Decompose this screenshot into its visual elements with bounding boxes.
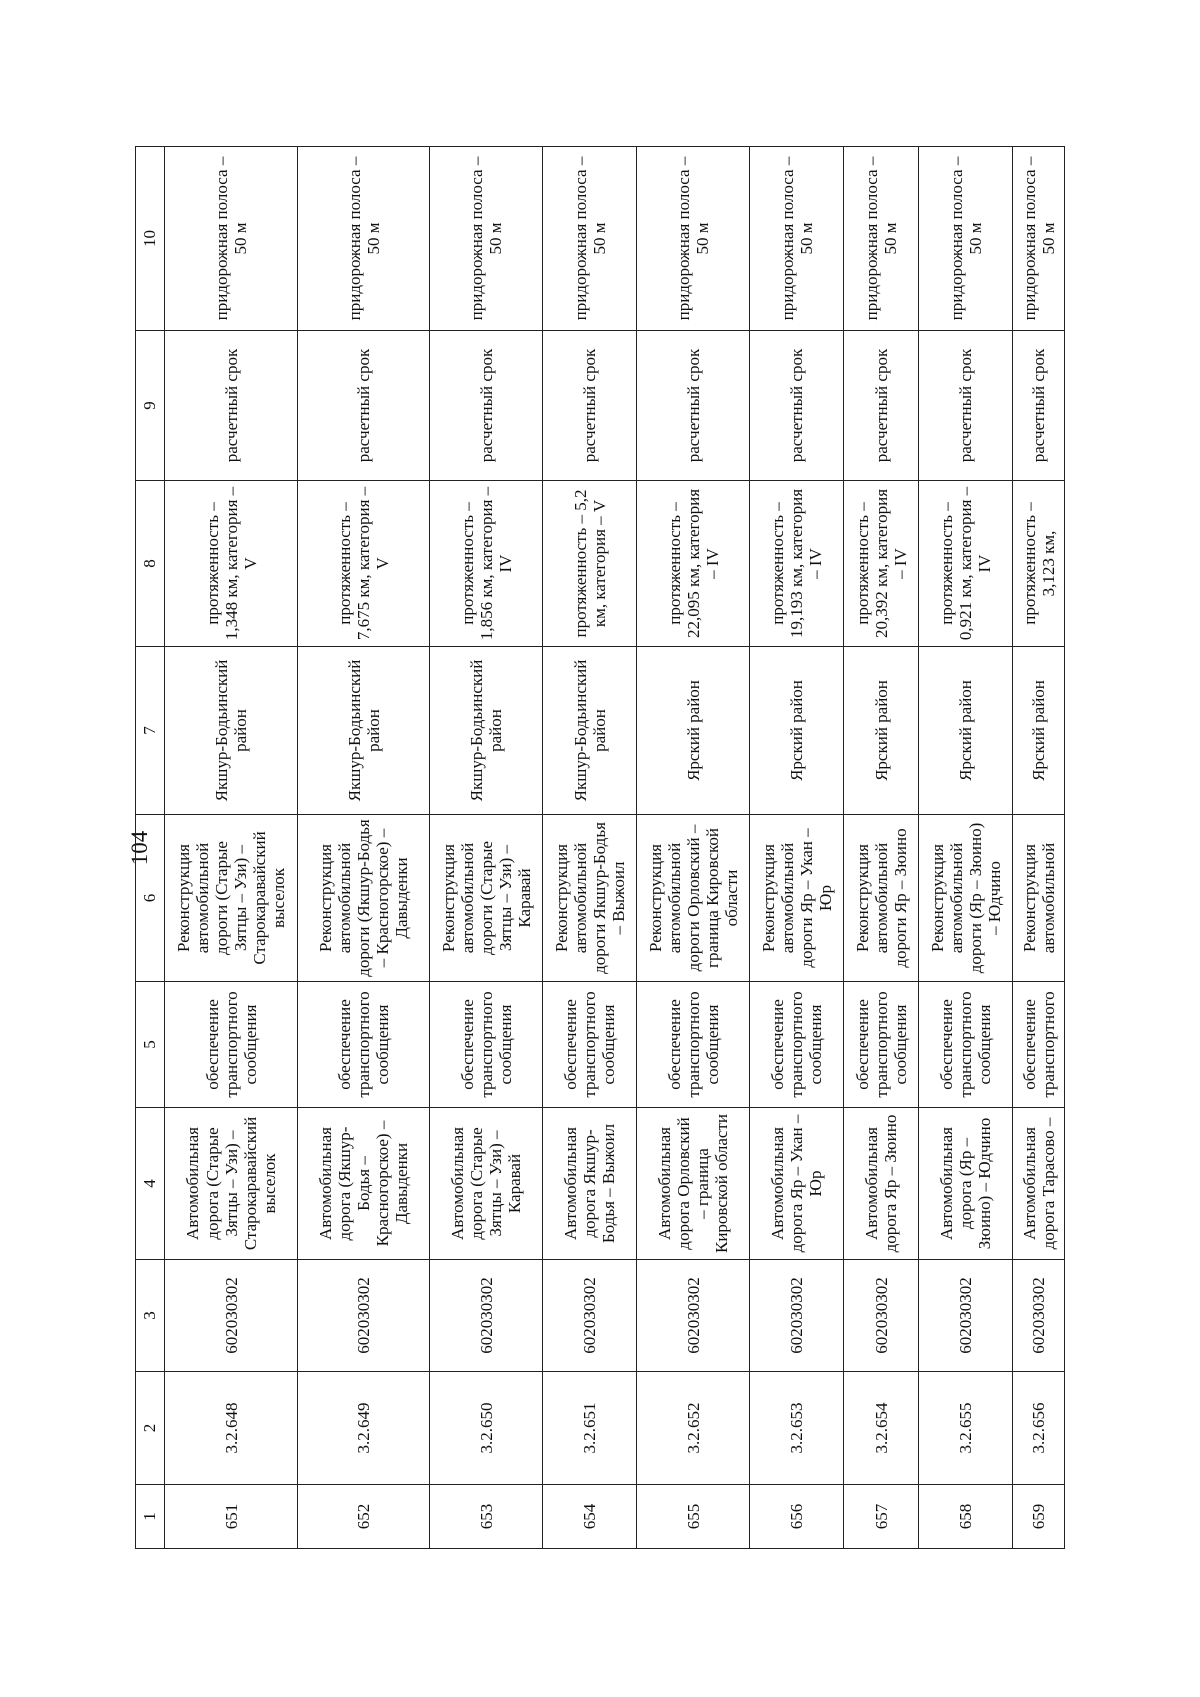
object-parameters: протяженность – 7,675 км, категория – V <box>298 481 430 647</box>
column-number-row <box>136 147 165 1549</box>
okato-code: 602030302 <box>165 1260 298 1372</box>
work-description: Реконструкция автомобильной дороги Якшур-Бодья – Выжоил <box>543 815 637 982</box>
work-description: Реконструкция автомобильной <box>1013 815 1065 982</box>
object-purpose: обеспечение транспортного сообщения <box>165 982 298 1108</box>
object-purpose: обеспечение транспортного сообщения <box>844 982 919 1108</box>
object-name: Автомобильная дорога Яр – Укан – Юр <box>750 1108 844 1260</box>
okato-code: 602030302 <box>919 1260 1013 1372</box>
table-row <box>430 147 543 1549</box>
zone-info: придорожная полоса – 50 м <box>298 147 430 331</box>
object-parameters: протяженность – 20,392 км, категория – IV <box>844 481 919 647</box>
object-code: 3.2.652 <box>637 1372 750 1485</box>
work-description: Реконструкция автомобильной дороги Яр – Укан – Юр <box>750 815 844 982</box>
table-row <box>298 147 430 1549</box>
implementation-term: расчетный срок <box>165 331 298 481</box>
table-row <box>165 147 298 1549</box>
zone-info: придорожная полоса – 50 м <box>543 147 637 331</box>
object-name: Автомобильная дорога (Старые Зятцы – Узи) – Старокаравайский выселок <box>165 1108 298 1260</box>
object-purpose: обеспечение транспортного сообщения <box>919 982 1013 1108</box>
row-number: 658 <box>919 1485 1013 1549</box>
okato-code: 602030302 <box>637 1260 750 1372</box>
page-number: 104 <box>127 830 152 866</box>
object-parameters: протяженность – 1,856 км, категория – IV <box>430 481 543 647</box>
okato-code: 602030302 <box>844 1260 919 1372</box>
table-row <box>543 147 637 1549</box>
object-location: Ярский район <box>637 647 750 815</box>
object-name: Автомобильная дорога (Старые Зятцы – Узи) – Каравай <box>430 1108 543 1260</box>
work-description: Реконструкция автомобильной дороги (Якшур-Бодья – Красногорское) – Давыденки <box>298 815 430 982</box>
zone-info: придорожная полоса – 50 м <box>1013 147 1065 331</box>
object-location: Якшур-Бодьинский район <box>430 647 543 815</box>
implementation-term: расчетный срок <box>298 331 430 481</box>
okato-code: 602030302 <box>298 1260 430 1372</box>
column-number: 3 <box>136 1260 165 1372</box>
work-description: Реконструкция автомобильной дороги Орловский – граница Кировской области <box>637 815 750 982</box>
column-number: 7 <box>136 647 165 815</box>
row-number: 655 <box>637 1485 750 1549</box>
column-number: 9 <box>136 331 165 481</box>
table-row <box>750 147 844 1549</box>
object-purpose: обеспечение транспортного сообщения <box>298 982 430 1108</box>
okato-code: 602030302 <box>1013 1260 1065 1372</box>
object-code: 3.2.655 <box>919 1372 1013 1485</box>
object-name: Автомобильная дорога (Якшур-Бодья – Красногорское) – Давыденки <box>298 1108 430 1260</box>
row-number: 659 <box>1013 1485 1065 1549</box>
object-name: Автомобильная дорога Тарасово – <box>1013 1108 1065 1260</box>
column-number: 2 <box>136 1372 165 1485</box>
object-parameters: протяженность – 19,193 км, категория – IV <box>750 481 844 647</box>
implementation-term: расчетный срок <box>750 331 844 481</box>
table-row <box>1013 147 1065 1549</box>
zone-info: придорожная полоса – 50 м <box>919 147 1013 331</box>
object-location: Ярский район <box>844 647 919 815</box>
object-location: Якшур-Бодьинский район <box>165 647 298 815</box>
row-number: 651 <box>165 1485 298 1549</box>
column-number: 6 <box>136 815 165 982</box>
implementation-term: расчетный срок <box>1013 331 1065 481</box>
object-parameters: протяженность – 5,2 км, категория – V <box>543 481 637 647</box>
column-number: 10 <box>136 147 165 331</box>
column-number: 1 <box>136 1485 165 1549</box>
object-purpose: обеспечение транспортного сообщения <box>750 982 844 1108</box>
object-code: 3.2.653 <box>750 1372 844 1485</box>
object-code: 3.2.650 <box>430 1372 543 1485</box>
object-code: 3.2.654 <box>844 1372 919 1485</box>
object-purpose: обеспечение транспортного <box>1013 982 1065 1108</box>
object-parameters: протяженность – 22,095 км, категория – IV <box>637 481 750 647</box>
object-location: Ярский район <box>1013 647 1065 815</box>
table-row <box>637 147 750 1549</box>
zone-info: придорожная полоса – 50 м <box>430 147 543 331</box>
zone-info: придорожная полоса – 50 м <box>165 147 298 331</box>
zone-info: придорожная полоса – 50 м <box>750 147 844 331</box>
object-parameters: протяженность – 1,348 км, категория – V <box>165 481 298 647</box>
row-number: 654 <box>543 1485 637 1549</box>
object-name: Автомобильная дорога Орловский – граница Кировской области <box>637 1108 750 1260</box>
object-purpose: обеспечение транспортного сообщения <box>543 982 637 1108</box>
object-name: Автомобильная дорога Якшур-Бодья – Выжоил <box>543 1108 637 1260</box>
column-number: 8 <box>136 481 165 647</box>
implementation-term: расчетный срок <box>430 331 543 481</box>
object-parameters: протяженность – 0,921 км, категория – IV <box>919 481 1013 647</box>
implementation-term: расчетный срок <box>919 331 1013 481</box>
work-description: Реконструкция автомобильной дороги (Старые Зятцы – Узи) – Каравай <box>430 815 543 982</box>
object-name: Автомобильная дорога (Яр – Зюино) – Юдчино <box>919 1108 1013 1260</box>
object-purpose: обеспечение транспортного сообщения <box>430 982 543 1108</box>
work-description: Реконструкция автомобильной дороги (Яр – Зюино) – Юдчино <box>919 815 1013 982</box>
rotated-page-content <box>135 147 1065 1549</box>
column-number: 5 <box>136 982 165 1108</box>
row-number: 652 <box>298 1485 430 1549</box>
objects-table <box>135 146 1065 1549</box>
table-row <box>919 147 1013 1549</box>
okato-code: 602030302 <box>543 1260 637 1372</box>
column-number: 4 <box>136 1108 165 1260</box>
object-code: 3.2.656 <box>1013 1372 1065 1485</box>
object-code: 3.2.649 <box>298 1372 430 1485</box>
row-number: 653 <box>430 1485 543 1549</box>
object-location: Ярский район <box>750 647 844 815</box>
implementation-term: расчетный срок <box>844 331 919 481</box>
work-description: Реконструкция автомобильной дороги Яр – Зюино <box>844 815 919 982</box>
object-location: Якшур-Бодьинский район <box>298 647 430 815</box>
okato-code: 602030302 <box>430 1260 543 1372</box>
object-location: Ярский район <box>919 647 1013 815</box>
object-purpose: обеспечение транспортного сообщения <box>637 982 750 1108</box>
object-location: Якшур-Бодьинский район <box>543 647 637 815</box>
table-row <box>844 147 919 1549</box>
okato-code: 602030302 <box>750 1260 844 1372</box>
implementation-term: расчетный срок <box>543 331 637 481</box>
object-code: 3.2.648 <box>165 1372 298 1485</box>
object-code: 3.2.651 <box>543 1372 637 1485</box>
zone-info: придорожная полоса – 50 м <box>637 147 750 331</box>
row-number: 656 <box>750 1485 844 1549</box>
zone-info: придорожная полоса – 50 м <box>844 147 919 331</box>
implementation-term: расчетный срок <box>637 331 750 481</box>
object-parameters: протяженность – 3,123 км, <box>1013 481 1065 647</box>
work-description: Реконструкция автомобильной дороги (Старые Зятцы – Узи) – Старокаравайский выселок <box>165 815 298 982</box>
object-name: Автомобильная дорога Яр – Зюино <box>844 1108 919 1260</box>
row-number: 657 <box>844 1485 919 1549</box>
